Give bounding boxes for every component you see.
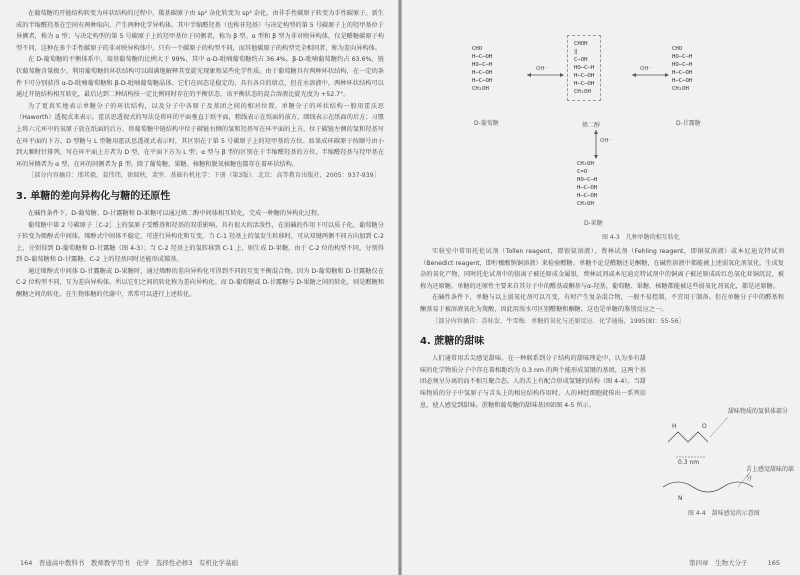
molecule-d-mannose: CHO HO─C─H HO─C─H H─C─OH H─C─OH CH₂OH: [672, 46, 693, 92]
paragraph: 葡萄糖中第 2 号碳原子［C-2］上的氢原子受醛基和羟基的双重影响，具有很大的活泼性，在弱碱的作用下可以质子化，葡萄糖分子转变为烯醇式中间体。烯醇式中间体不稳定，可进行异构化和互变，当 C-1 羟基上的氢发生转移时，可从双键两侧不同方向加到 C-2 上，分别得到 D-葡萄糖和 D-甘露糖（图 4-3）；当 C-2 羟基上的氢转移到 C-1 上，则生成 D-果糖。由于 C-2 位的构型不同，分别得到 D-葡萄糖和 D-甘露糖。C-2 上的羟基同时还能形成羰基。: [16, 221, 384, 264]
sweet-molecule-chain: [668, 432, 708, 442]
distance-label: 0.3 nm: [678, 459, 700, 466]
figure-4-4-diagram: [658, 402, 798, 512]
section-heading: 4. 蔗糖的甜味: [420, 336, 485, 348]
arrow-head: [632, 73, 636, 77]
paragraph: 在碱性条件下，D-葡萄糖、D-甘露糖和 D-果糖可以通过烯二醇中间体相互转化，完成一种糖的异构化过程。: [28, 209, 324, 217]
right-text-column: [420, 246, 784, 411]
arrow-head: [665, 73, 669, 77]
paragraph: 在 D-葡萄糖的平衡体系中，端基葡萄糖的比例大于 99%，其中 α-D-吡喃葡萄糖约占 36.4%，β-D-吡喃葡萄糖约占 63.6%，链状葡萄糖含量极少。利用葡萄糖的环状结构可以圆满地解释其变旋光现象和某些化学性质。由于葡萄糖具有两种环状结构，在一定的条件下可分别获得 α-D-吡喃葡萄糖和 β-D-吡喃葡萄糖晶体。它们在固态是稳定的，具有各自的熔点，但在水溶液中，两种环状结构可以通过开链结构相互转化，最后达到二种结构按一定比例同时存在的平衡状态，该平衡状态的混合溶液比旋光度为 +52.7°。: [16, 56, 384, 99]
right-page: [402, 0, 800, 575]
label-d-fructose: D-果糖: [584, 220, 603, 227]
reference-note: ［部分内容摘自：邢其毅，裴伟伟，徐瑞秋，裴坚．基础有机化学：下册（第3版）．北京：高等教育出版社，2005：937-939］: [28, 172, 380, 180]
atom-label: H: [672, 423, 677, 430]
atom-label: N: [678, 495, 683, 502]
figure-4-4-caption: 图 4-4 甜味感觉的示意图: [688, 510, 760, 517]
arrow-head: [594, 155, 598, 159]
paragraph: 在葡萄糖的开链结构转变为环状结构的过程中，羰基碳原子由 sp² 杂化转变为 sp³ 杂化，由非手性碳原子转变为手性碳原子。新生成的半缩醛羟基在空间有两种取向，产生两种化学异构体。其中半缩醛羟基（也称苷羟基）与决定构型的第 5 号碳原子上的羟甲基位于异侧者，称为 α 型；与决定构型的第 5 号碳原子上的羟甲基位于同侧者，称为 β 型。α 型和 β 型为非对映异构体，仅是醛糖碳原子构型不同，这种在多个手性碳原子的非对映异构体中，只有一个碳原子的构型不同，而其他碳原子的构型完全相同者，称为差向异构体。: [16, 10, 384, 52]
arrow-label: OH⁻: [600, 138, 612, 144]
tongue-receptor: [663, 482, 753, 492]
left-footer: 164 普通高中教科书 教师教学用书 化学 选择性必修3 有机化学基础: [20, 559, 239, 567]
label-enediol: 烯二醇: [582, 122, 601, 129]
paragraph: 人们通常用舌尖感觉甜味。在一种联系到分子结构的甜味理论中，认为多有甜味的化学物质分子中存在着相距约为 0.3 nm 的两个能形成氢键的基团，这两个基团必须呈分离的而不相互聚合态。人的舌上有配合形成氢键的结构（图 4-4）。当甜味物质的分子中氢原子与舌头上的相应结构作用时，人的神经细胞就传出一系列信息，使人感觉到甜味。蔗糖和葡萄糖的甜味基团如图 4-5 所示。: [420, 355, 646, 409]
molecule-enediol: CHOH ‖ C─OH HO─C─H H─C─OH H─C─OH CH₂OH: [567, 35, 601, 101]
paragraph: 通过烯醇式中间体 D-甘露糖或 D-果糖时，通过烯醇的差向异构化可得到不同的互变平衡混合物。因为 D-葡萄糖和 D-甘露糖仅在 C-2 位构型不同，互为差向异构体。所以它们之间的转化称为差向异构化。而 D-葡萄糖或 D-甘露糖与 D-果糖之间的转化，则是醛糖和酮糖之间的转化。在生物体糖的代谢中，常常可以进行上述转化。: [16, 267, 384, 299]
arrow-head: [594, 130, 598, 134]
footer-section: 第四章 生物大分子: [689, 559, 748, 567]
arrow-label: OH⁻: [536, 66, 548, 72]
molecule-d-fructose: CH₂OH C=O HO─C─H H─C─OH H─C─OH CH₂OH: [577, 161, 598, 207]
arrow-head: [527, 73, 531, 77]
section-heading: 3. 单糖的差向异构化与糖的还原性: [16, 190, 171, 202]
figure-4-3-caption: 图 4-3 几种单糖的相互转化: [602, 234, 680, 241]
left-text-column: [16, 8, 384, 301]
paragraph: 实验室中常用托伦试剂（Tollen reagent，即银氨溶液）、费林试剂（Fehling reagent，即铜氨溶液）或本尼迪克特试剂（Benedict reagent，即柠檬酸钠铜溶液）来检验醛糖。单糖不论是醛糖还是酮糖，在碱性溶液中都能被上述弱氧化剂氧化，生成复杂的氧化产物，同时托伦试剂中的银离子被还原成金属银，费林试剂或本尼迪克特试剂中的铜离子被还原成砖红色氧化亚铜沉淀，被称为还原糖。单糖的还原性主要来自其分子中的醛基或酮基与α-羟基，葡萄糖、果糖、核糖都能被这些弱氧化剂氧化，都是还原糖。: [420, 248, 784, 290]
reference-note: ［部分内容摘自：苏桂发，牛雪梅．单糖的氧化与还原反应．化学通报，1995(8)：55-56］: [432, 317, 685, 325]
molecule-d-glucose: CHO H─C─OH HO─C─H H─C─OH H─C─OH CH₂OH: [472, 46, 493, 92]
label-d-mannose: D-甘露糖: [676, 120, 701, 127]
figure-4-3: [472, 20, 732, 240]
label-d-glucose: D-葡萄糖: [474, 120, 499, 127]
right-footer: [689, 558, 780, 567]
paragraph: 在碱性条件下，单糖与以上弱氧化剂可以互变，有时产生复杂混合物，一般不易控制，不宜用于制备。但在单糖分子中的醛基和酮基易于被溶液氧化为羧酸，因此用溴水可区别醛糖和酮糖，这也是单糖的鉴别反应之一。: [420, 294, 784, 313]
leader-line: [710, 417, 728, 437]
page-number: 165: [767, 559, 780, 567]
receptor-note: 舌上感觉甜味的部分: [746, 466, 795, 482]
arrow-label: OH⁻: [640, 66, 652, 72]
figure-4-3-arrows: [472, 20, 732, 240]
arrow-head: [560, 73, 564, 77]
left-page: [0, 0, 398, 575]
paragraph: 为了更真实地表示单糖分子的环状结构，以及分子中各原子及基团之间的相对位置，单糖分子的环状结构一般用霍沃思（Haworth）透视式来表示。霍沃思透视式的写法是将环的平面垂直于纸平面，粗线表示在纸面的前方，细线表示在纸面的后方；习惯上将六元环中的氧原子放在纸面的后方，将葡萄糖中链结构中位于碳链右侧的氢和羟基写在环平面的上方，位于碳链左侧的氢和羟基写在环平面的下方。D 型糖与 L 型糖用霍沃思透视式表示时，其区别在于第 5 号碳原子上的羟甲基的方位。如果成环碳原子按顺号由小到大顺时针排列，写在环平面上方者为 D 型，在平面下方为 L 型；α 型与 β 型的区别在于半缩醛羟基的方位，半缩醛羟基与羟甲基在环的异侧者为 α 型，在环的同侧者为 β 型。除了葡萄糖，果糖、核糖和脱氧核糖也都存在着环状结构。: [16, 102, 384, 168]
figure-4-4: [658, 402, 798, 527]
donor-note: 甜味物质的氢供体部分: [728, 408, 789, 415]
atom-label: O: [702, 423, 707, 430]
